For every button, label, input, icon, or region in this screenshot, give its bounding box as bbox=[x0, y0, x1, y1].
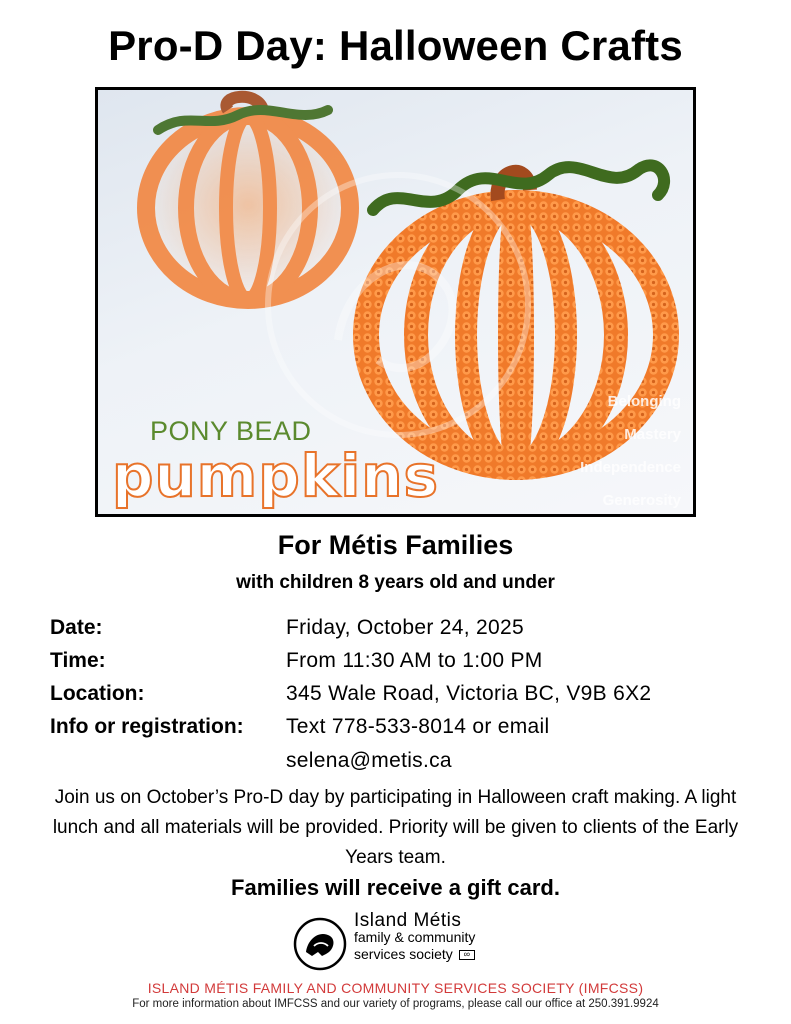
imfcss-emblem-icon bbox=[292, 916, 348, 972]
footer-contact-info: For more information about IMFCSS and our variety of programs, please call our office at 250.391.9924 bbox=[132, 998, 659, 1010]
infinity-icon: ∞ bbox=[459, 950, 475, 960]
time-row bbox=[50, 644, 750, 677]
hero-image bbox=[95, 87, 696, 517]
logo-line1: Island Métis bbox=[354, 910, 462, 931]
time-value: From 11:30 AM to 1:00 PM bbox=[286, 648, 543, 672]
value-independence: Independence bbox=[580, 459, 681, 476]
date-row bbox=[50, 611, 750, 644]
date-value: Friday, October 24, 2025 bbox=[286, 615, 524, 639]
date-label: Date: bbox=[50, 615, 103, 639]
value-generosity: Generosity bbox=[602, 492, 681, 509]
logo-line2: family & community bbox=[354, 929, 476, 945]
info-value: Text 778-533-8014 or email bbox=[286, 714, 550, 738]
event-details bbox=[50, 611, 750, 777]
gift-card-note: Families will receive a gift card. bbox=[231, 875, 560, 900]
value-mastery: Mastery bbox=[624, 426, 681, 443]
values-list bbox=[580, 385, 681, 517]
imfcss-logo bbox=[292, 912, 492, 972]
subtitle: For Métis Families bbox=[277, 530, 514, 560]
location-row bbox=[50, 677, 750, 710]
time-label: Time: bbox=[50, 648, 106, 672]
page-title: Pro-D Day: Halloween Crafts bbox=[108, 22, 683, 69]
info-label: Info or registration: bbox=[50, 714, 244, 738]
audience: with children 8 years old and under bbox=[236, 572, 555, 593]
info-row bbox=[50, 710, 750, 743]
location-value: 345 Wale Road, Victoria BC, V9B 6X2 bbox=[286, 681, 652, 705]
location-label: Location: bbox=[50, 681, 145, 705]
footer-org-name: ISLAND MÉTIS FAMILY AND COMMUNITY SERVICES SOCIETY (IMFCSS) bbox=[147, 980, 644, 996]
value-belonging: Belonging bbox=[607, 393, 681, 410]
info-row-continued bbox=[50, 744, 750, 777]
caption-pony-bead: PONY BEAD bbox=[150, 416, 312, 446]
description: Join us on October’s Pro-D day by participating in Halloween craft making. A light lunch and all materials will be provided. Priority will be given to clients of the Early Years team. bbox=[52, 787, 739, 868]
logo-line3: services society bbox=[354, 946, 453, 962]
info-email: selena@metis.ca bbox=[286, 748, 452, 772]
caption-pumpkins: pumpkins bbox=[112, 442, 440, 510]
